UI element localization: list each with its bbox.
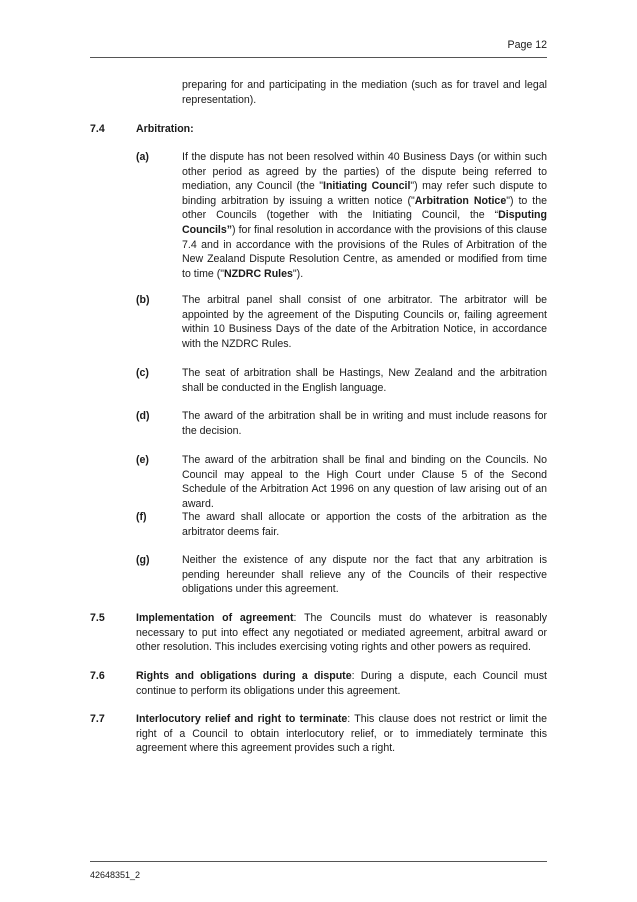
- item-body-g: Neither the existence of any dispute nor the fact that any arbitration is pending hereunder shall relieve any of the Councils of their respective obligations under this agreement.: [182, 554, 547, 596]
- clause-number-7-4: 7.4: [90, 123, 105, 135]
- item-label-g: (g): [136, 554, 150, 566]
- clause-heading-7-5: Implementation of agreement: [136, 612, 294, 624]
- clause-body-7-5: Implementation of agreement: The Councils must do whatever is reasonably necessary to put into effect any negotiated or mediated agreement, arbitral award or other resolution. This includes exercising voting rights and other powers as required.: [136, 612, 548, 654]
- item-label-e: (e): [136, 454, 149, 466]
- item-body-c: The seat of arbitration shall be Hastings, New Zealand and the arbitration shall be conducted in the English language.: [182, 367, 547, 394]
- clause-number-7-7: 7.7: [90, 713, 105, 725]
- item-body-f: The award shall allocate or apportion the costs of the arbitration as the arbitrator deems fair.: [182, 511, 547, 538]
- clause-heading-7-7: Interlocutory relief and right to terminate: [136, 713, 348, 725]
- clause-title-7-4: Arbitration:: [136, 123, 194, 135]
- item-label-d: (d): [136, 410, 150, 422]
- item-label-f: (f): [136, 511, 147, 523]
- footer-rule: [90, 861, 547, 862]
- item-label-b: (b): [136, 294, 150, 306]
- item-body-a: If the dispute has not been resolved within 40 Business Days (or within such other period as agreed by the parties) of the dispute being referred to mediation, any Council (the "Initiating Council") may refer such dispute to binding arbitration by issuing a written notice ("Arbitration Notice") to the other Councils (together with the Initiating Council, the “Disputing Councils”) for final resolution in accordance with the provisions of this clause 7.4 and in accordance with the provisions of the Rules of Arbitration of the New Zealand Dispute Resolution Centre, as amended or modified from time to time ("NZDRC Rules").: [182, 151, 548, 280]
- defined-term-nzdrc-rules: NZDRC Rules: [224, 267, 293, 280]
- page-number: Page 12: [507, 39, 547, 51]
- clause-heading-7-6: Rights and obligations during a dispute: [136, 670, 352, 682]
- item-body-d: The award of the arbitration shall be in writing and must include reasons for the decision.: [182, 410, 547, 437]
- clause-body-7-7: Interlocutory relief and right to terminate: This clause does not restrict or limit the right of a Council to obtain interlocutory relief, or to immediately terminate this agreement where this agreement provides such a right.: [136, 713, 548, 755]
- item-body-e: The award of the arbitration shall be final and binding on the Councils. No Council may appeal to the High Court under Clause 5 of the Second Schedule of the Arbitration Act 1996 on any question of law arising out of an award.: [182, 454, 547, 510]
- item-body-b: The arbitral panel shall consist of one arbitrator. The arbitrator will be appointed by the agreement of the Disputing Councils or, failing agreement within 10 Business Days of the date of the Arbitration Notice, in accordance with the NZDRC Rules.: [182, 294, 547, 350]
- item-label-a: (a): [136, 151, 149, 163]
- defined-term-arbitration-notice: Arbitration Notice: [414, 194, 507, 207]
- defined-term-disputing-councils: Disputing Councils”: [182, 209, 547, 236]
- clause-body-7-6: Rights and obligations during a dispute: During a dispute, each Council must continue to perform its obligations under this agreement.: [136, 670, 547, 697]
- document-id: 42648351_2: [90, 870, 141, 880]
- clause-number-7-6: 7.6: [90, 670, 105, 682]
- header-rule: [90, 57, 547, 58]
- item-label-c: (c): [136, 367, 149, 379]
- defined-term-initiating-council: Initiating Council: [323, 180, 411, 193]
- continuation-paragraph: preparing for and participating in the mediation (such as for travel and legal representation).: [182, 79, 547, 106]
- clause-number-7-5: 7.5: [90, 612, 105, 624]
